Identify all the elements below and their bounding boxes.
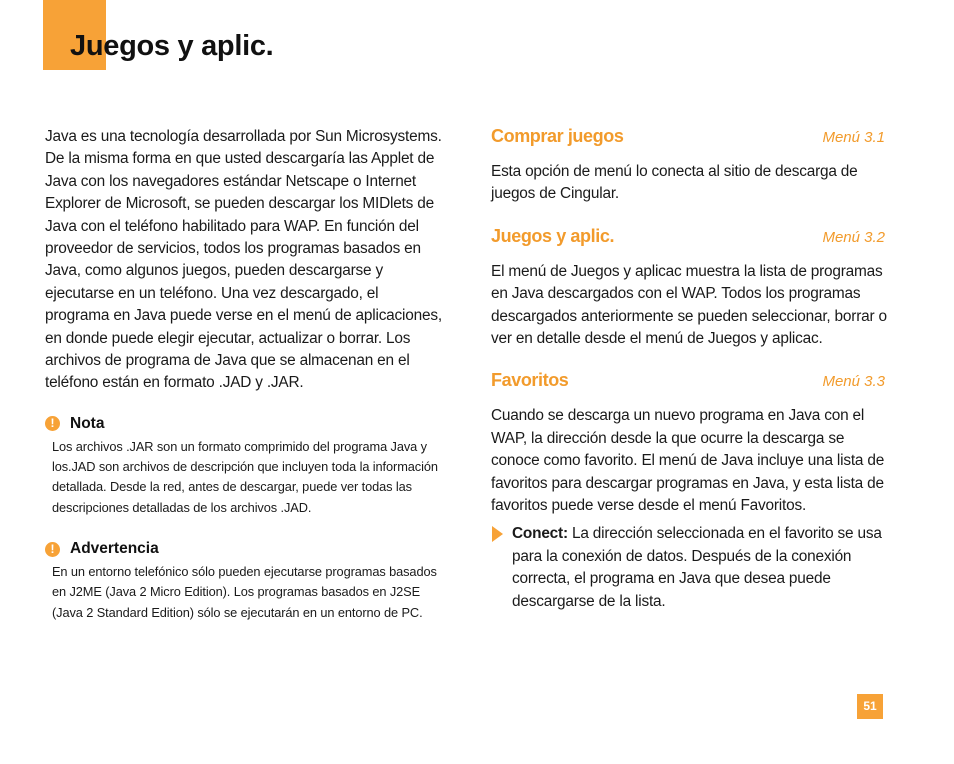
page-title: Juegos y aplic. [70,30,274,62]
bullet-item-conect [491,523,891,613]
bullet-text: La dirección seleccionada en el favorito se usa para la conexión de datos. Después de la conexión correcta, el programa en Java que desea puede descargarse de la lista. [512,525,882,610]
section-favoritos [491,370,891,517]
section-heading [491,226,891,247]
section-heading [491,126,891,147]
section-heading [491,370,891,391]
section-title: Favoritos [491,370,569,391]
note-heading [45,415,445,433]
section-body: Cuando se descarga un nuevo programa en Java con el WAP, la dirección desde la que ocurre la descarga se conoce como favorito. El menú de Java incluye una lista de favoritos para descargar programas en Java, y esta lista de favoritos puede verse desde el menú Favoritos. [491,407,885,515]
note-body: Los archivos .JAR son un formato comprimido del programa Java y los.JAD son archivos de descripción que incluyen toda la información detallada. Desde la red, antes de descargar, puede ver todas las descripciones detalladas de los archivos .JAD. [52,438,438,515]
bullet-text-wrap [512,523,891,613]
exclamation-icon: ! [45,416,60,431]
section-title: Juegos y aplic. [491,225,615,246]
left-column [45,126,445,623]
menu-reference: Menú 3.3 [822,373,885,391]
bullet-label: Conect: [512,525,568,543]
warning-heading [45,540,445,558]
menu-reference: Menú 3.1 [822,129,885,146]
note-title: Nota [70,414,105,432]
triangle-bullet-icon [492,526,503,542]
page-number: 51 [857,694,883,719]
section-juegos-y-aplic [491,226,891,351]
warning-body: En un entorno telefónico sólo pueden ejecutarse programas basados en J2ME (Java 2 Micro Edition). Los programas basados en J2SE (Java 2 Standard Edition) sólo se ejecutarán en un entorno de PC. [52,564,437,620]
section-title: Comprar juegos [491,126,624,146]
right-column [491,126,891,613]
section-body: Esta opción de menú lo conecta al sitio de descarga de juegos de Cingular. [491,163,858,203]
exclamation-icon: ! [45,542,60,557]
section-body: El menú de Juegos y aplicac muestra la lista de programas en Java descargados con el WAP. Todos los programas descargados anteriormente se pueden seleccionar, borrar o ver en detalle desde el menú de Juegos y aplicac. [491,262,887,348]
intro-paragraph: Java es una tecnología desarrollada por Sun Microsystems. De la misma forma en que usted descargaría las Applet de Java con los navegadores estándar Netscape o Internet Explorer de Microsoft, se pueden descargar los MIDlets de Java con el teléfono habilitado para WAP. En función del proveedor de servicios, todos los programas basados en Java, como algunos juegos, pueden descargarse y ejecutarse en un teléfono. Una vez descargado, el programa en Java puede verse en el menú de aplicaciones, en donde puede elegir ejecutar, actualizar o borrar. Los archivos de programa de Java que se almacenan en el teléfono están en formato .JAD y .JAR. [45,128,442,392]
menu-reference: Menú 3.2 [822,228,885,246]
warning-title: Advertencia [70,540,159,558]
section-comprar-juegos [491,126,891,206]
